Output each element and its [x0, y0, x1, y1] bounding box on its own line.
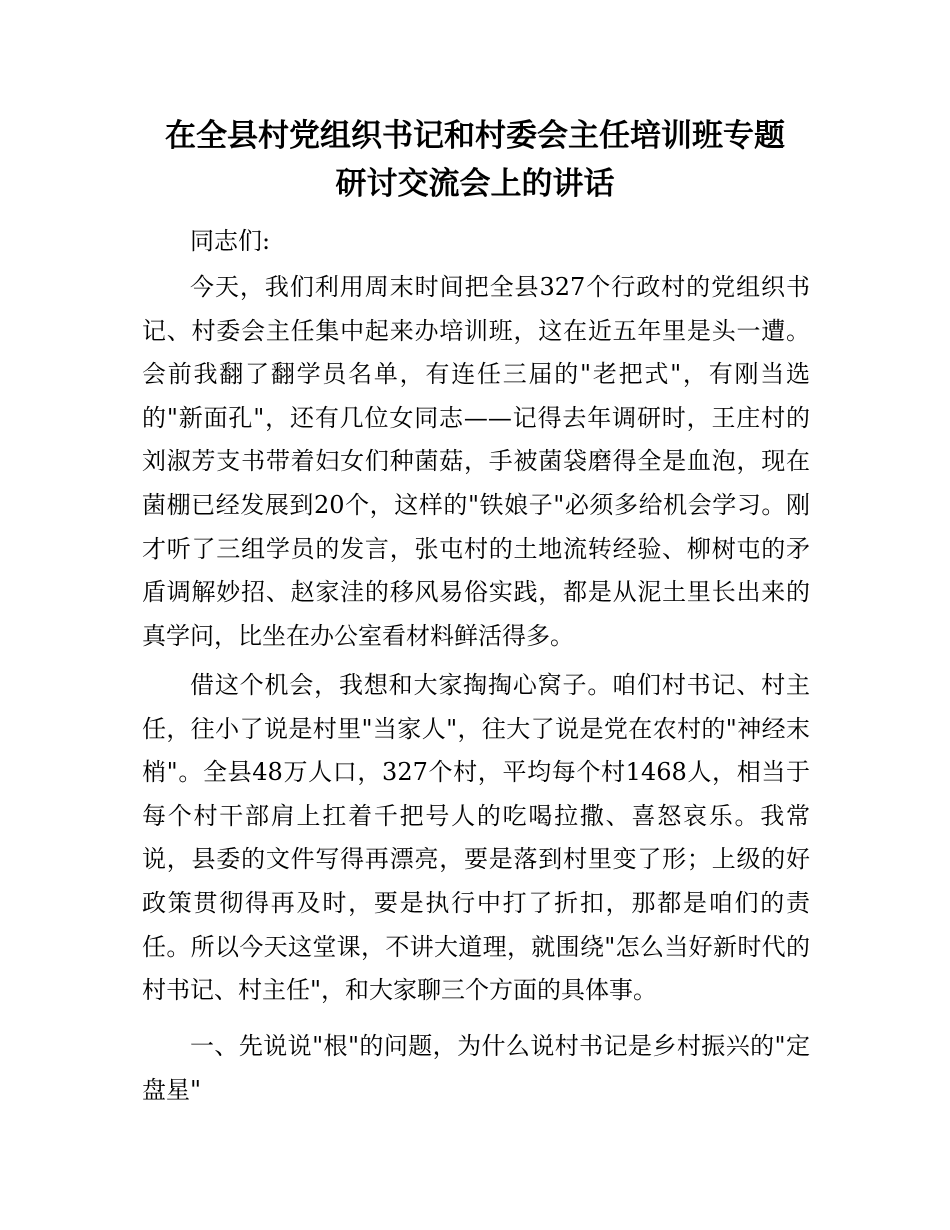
paragraph-2: 借这个机会，我想和大家掏掏心窝子。咱们村书记、村主任，往小了说是村里"当家人"，往大了说是党在农村的"神经末梢"。全县48万人口，327个村，平均每个村1468人，相当于每个村干部肩上扛着千把号人的吃喝拉撒、喜怒哀乐。我常说，县委的文件写得再漂亮，要是落到村里变了形；上级的好政策贯彻得再及时，要是执行中打了折扣，那都是咱们的责任。所以今天这堂课，不讲大道理，就围绕"怎么当好新时代的村书记、村主任"，和大家聊三个方面的具体事。	[142, 671, 810, 1005]
paragraph-block-2	[142, 664, 810, 1013]
section-heading-block	[142, 1025, 810, 1112]
document-title	[0, 112, 950, 208]
title-line-1: 在全县村党组织书记和村委会主任培训班专题	[165, 118, 785, 154]
greeting: 同志们:	[190, 227, 271, 255]
paragraph-1: 今天，我们利用周末时间把全县327个行政村的党组织书记、村委会主任集中起来办培训班，这在近五年里是头一遭。会前我翻了翻学员名单，有连任三届的"老把式"，有刚当选的"新面孔"，还有几位女同志——记得去年调研时，王庄村的刘淑芳支书带着妇女们种菌菇，手被菌袋磨得全是血泡，现在菌棚已经发展到20个，这样的"铁娘子"必须多给机会学习。刚才听了三组学员的发言，张屯村的土地流转经验、柳树屯的矛盾调解妙招、赵家洼的移风易俗实践，都是从泥土里长出来的真学问，比坐在办公室看材料鲜活得多。	[142, 273, 810, 650]
paragraph-block-1	[142, 266, 810, 658]
greeting-block	[142, 220, 810, 264]
section-heading-1: 一、先说说"根"的问题，为什么说村书记是乡村振兴的"定盘星"	[142, 1032, 810, 1104]
title-line-2: 研讨交流会上的讲话	[335, 166, 615, 202]
